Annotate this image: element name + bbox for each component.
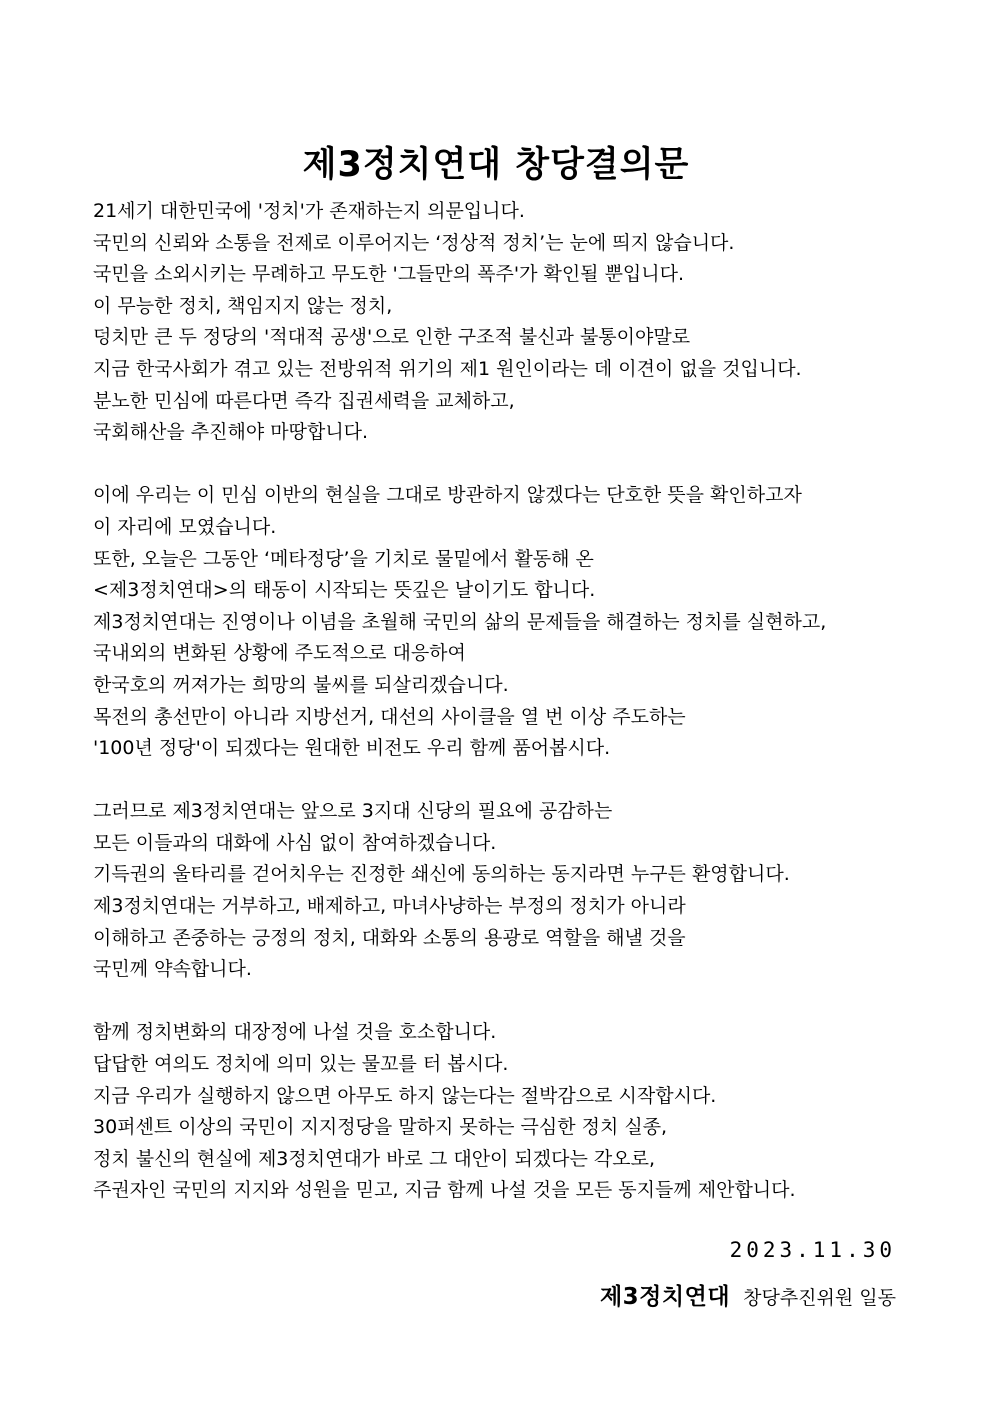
text-line: 또한, 오늘은 그동안 ‘메타정당’을 기치로 물밑에서 활동해 온 — [93, 547, 594, 570]
text-line: 주권자인 국민의 지지와 성원을 믿고, 지금 함께 나설 것을 모든 동지들께 제안합니다. — [93, 1179, 796, 1202]
text-line: 지금 우리가 실행하지 않으면 아무도 하지 않는다는 절박감으로 시작합시다. — [93, 1084, 717, 1107]
signature-organization: 제3정치연대 — [599, 1284, 731, 1310]
text-line: 제3정치연대는 거부하고, 배제하고, 마녀사냥하는 부정의 정치가 아니라 — [93, 895, 686, 918]
signature-role: 창당추진위원 일동 — [743, 1287, 896, 1309]
text-line: 이 자리에 모였습니다. — [93, 515, 277, 538]
text-line: 한국호의 꺼져가는 희망의 불씨를 되살리겠습니다. — [93, 673, 509, 696]
document-date: 2023.11.30 — [729, 1238, 896, 1262]
text-line: 국내외의 변화된 상황에 주도적으로 대응하여 — [93, 642, 466, 665]
text-line: 답답한 여의도 정치에 의미 있는 물꼬를 터 봅시다. — [93, 1053, 509, 1076]
paragraph-1 — [93, 196, 923, 449]
text-line: 함께 정치변화의 대장정에 나설 것을 호소합니다. — [93, 1021, 497, 1044]
paragraph-2 — [93, 480, 923, 764]
text-line: 제3정치연대는 진영이나 이념을 초월해 국민의 삶의 문제들을 해결하는 정치를 실현하고, — [93, 610, 827, 633]
text-line: 분노한 민심에 따른다면 즉각 집권세력을 교체하고, — [93, 389, 515, 412]
text-line: 국민의 신뢰와 소통을 전제로 이루어지는 ‘정상적 정치’는 눈에 띄지 않습니다. — [93, 231, 735, 254]
text-line: 그러므로 제3정치연대는 앞으로 3지대 신당의 필요에 공감하는 — [93, 800, 613, 823]
text-line: 덩치만 큰 두 정당의 '적대적 공생'으로 인한 구조적 불신과 불통이야말로 — [93, 326, 691, 349]
text-line: 모든 이들과의 대화에 사심 없이 참여하겠습니다. — [93, 831, 497, 854]
text-line: 국민을 소외시키는 무례하고 무도한 '그들만의 폭주'가 확인될 뿐입니다. — [93, 263, 685, 286]
document-body — [93, 196, 923, 1239]
text-line: <제3정치연대>의 태동이 시작되는 뜻깊은 날이기도 합니다. — [93, 579, 596, 602]
document-title: 제3정치연대 창당결의문 — [302, 145, 690, 186]
text-line: 기득권의 울타리를 걷어치우는 진정한 쇄신에 동의하는 동지라면 누구든 환영합니다. — [93, 863, 790, 886]
text-line: 국민께 약속합니다. — [93, 958, 252, 981]
text-line: 국회해산을 추진해야 마땅합니다. — [93, 421, 369, 444]
text-line: 이에 우리는 이 민심 이반의 현실을 그대로 방관하지 않겠다는 단호한 뜻을 확인하고자 — [93, 484, 802, 507]
paragraph-3 — [93, 796, 923, 986]
text-line: 목전의 총선만이 아니라 지방선거, 대선의 사이클을 열 번 이상 주도하는 — [93, 705, 686, 728]
text-line: 이해하고 존중하는 긍정의 정치, 대화와 소통의 용광로 역할을 해낼 것을 — [93, 926, 686, 949]
text-line: 이 무능한 정치, 책임지지 않는 정치, — [93, 294, 393, 317]
text-line: 21세기 대한민국에 '정치'가 존재하는지 의문입니다. — [93, 200, 525, 222]
text-line: 정치 불신의 현실에 제3정치연대가 바로 그 대안이 되겠다는 각오로, — [93, 1147, 656, 1170]
text-line: 30퍼센트 이상의 국민이 지지정당을 말하지 못하는 극심한 정치 실종, — [93, 1116, 668, 1139]
paragraph-4 — [93, 1017, 923, 1207]
text-line: '100년 정당'이 되겠다는 원대한 비전도 우리 함께 품어봅시다. — [93, 737, 611, 760]
signature-block — [600, 1279, 896, 1317]
text-line: 지금 한국사회가 겪고 있는 전방위적 위기의 제1 원인이라는 데 이견이 없을 것입니다. — [93, 357, 802, 380]
